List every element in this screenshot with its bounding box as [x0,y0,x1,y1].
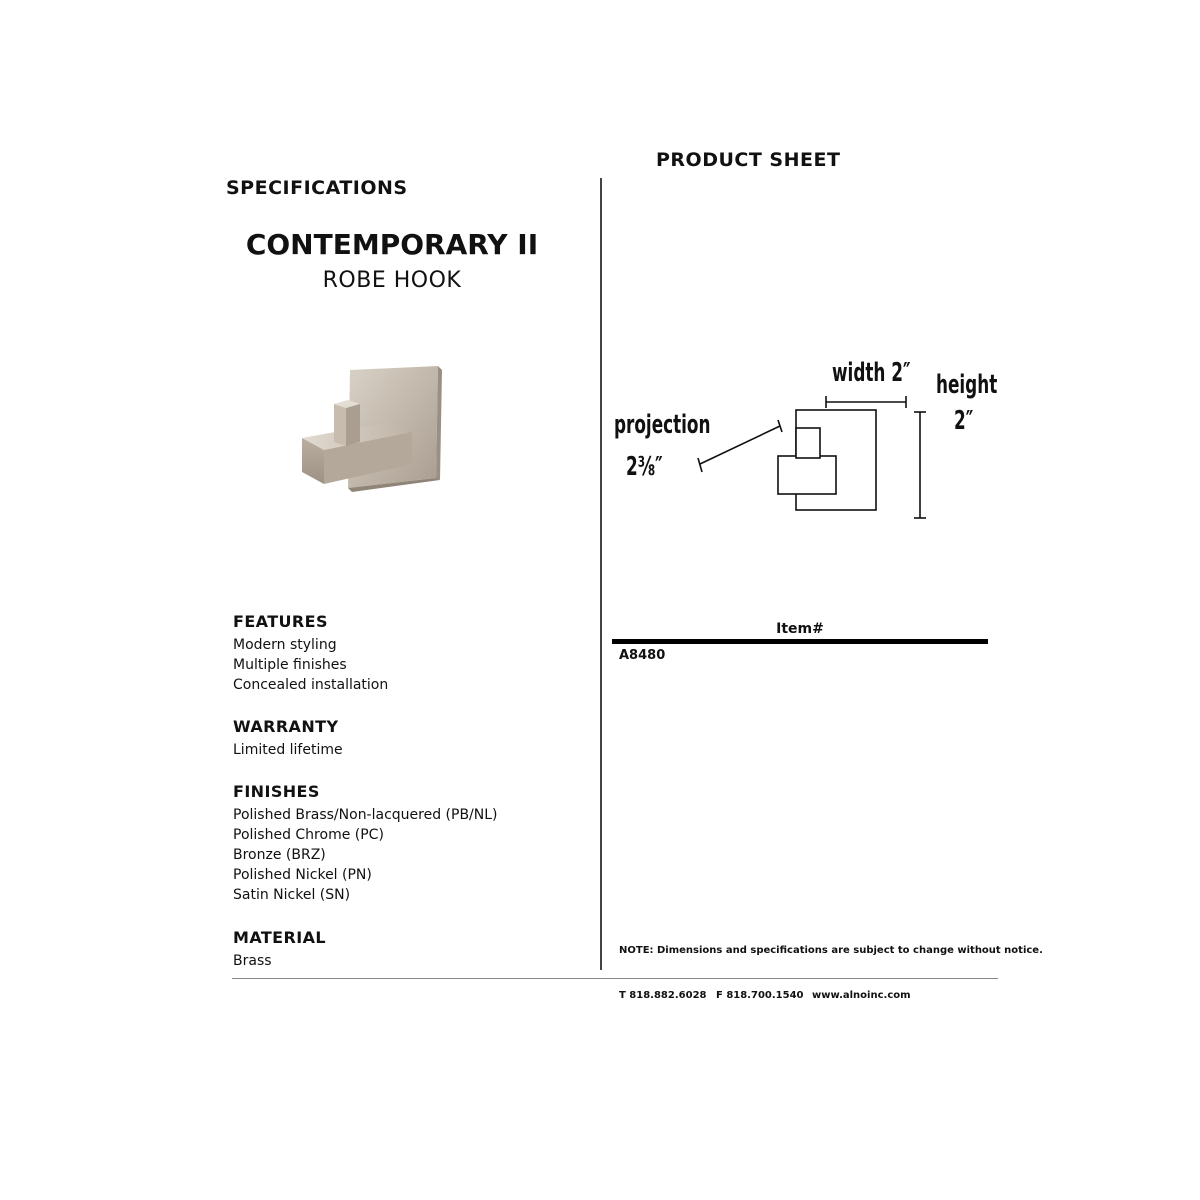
features-title: FEATURES [233,612,328,631]
features-item: Multiple finishes [233,657,347,673]
disclaimer-note: NOTE: Dimensions and specifications are subject to change without notice. [619,945,1043,956]
column-divider [600,178,602,970]
warranty-title: WARRANTY [233,717,339,736]
footer-rule [232,978,998,979]
diagram-arm [778,456,836,494]
features-item: Modern styling [233,637,337,653]
height-label: height [936,370,998,400]
projection-label: projection [614,410,711,440]
material-title: MATERIAL [233,928,326,947]
finishes-item: Polished Brass/Non-lacquered (PB/NL) [233,807,498,823]
item-number-value: A8480 [619,648,666,663]
finishes-title: FINISHES [233,782,320,801]
width-label: width 2″ [832,358,911,388]
website-link[interactable]: www.alnoinc.com [812,990,911,1001]
dimension-diagram [680,390,940,540]
product-name: CONTEMPORARY II [245,228,539,261]
projection-value: 2⅜″ [626,452,663,482]
product-sheet-heading: PRODUCT SHEET [656,149,841,171]
finishes-section [233,782,498,905]
diagram-post [796,428,820,458]
phone-number: T 818.882.6028 [619,990,707,1001]
projection-dimension-line [700,426,780,464]
specifications-heading: SPECIFICATIONS [226,177,408,199]
item-number-header: Item# [776,621,824,637]
finishes-item: Polished Chrome (PC) [233,827,384,843]
item-table-rule [612,639,988,644]
warranty-item: Limited lifetime [233,742,343,758]
height-value: 2″ [954,406,974,436]
material-item: Brass [233,953,272,969]
fax-number: F 818.700.1540 [716,990,804,1001]
product-type: ROBE HOOK [322,268,462,293]
robe-hook-product-image [290,360,460,500]
material-section [233,928,326,971]
finishes-item: Bronze (BRZ) [233,847,326,863]
finishes-item: Satin Nickel (SN) [233,887,351,903]
finishes-item: Polished Nickel (PN) [233,867,372,883]
warranty-section [233,717,343,760]
features-item: Concealed installation [233,677,389,693]
features-section [233,612,388,695]
